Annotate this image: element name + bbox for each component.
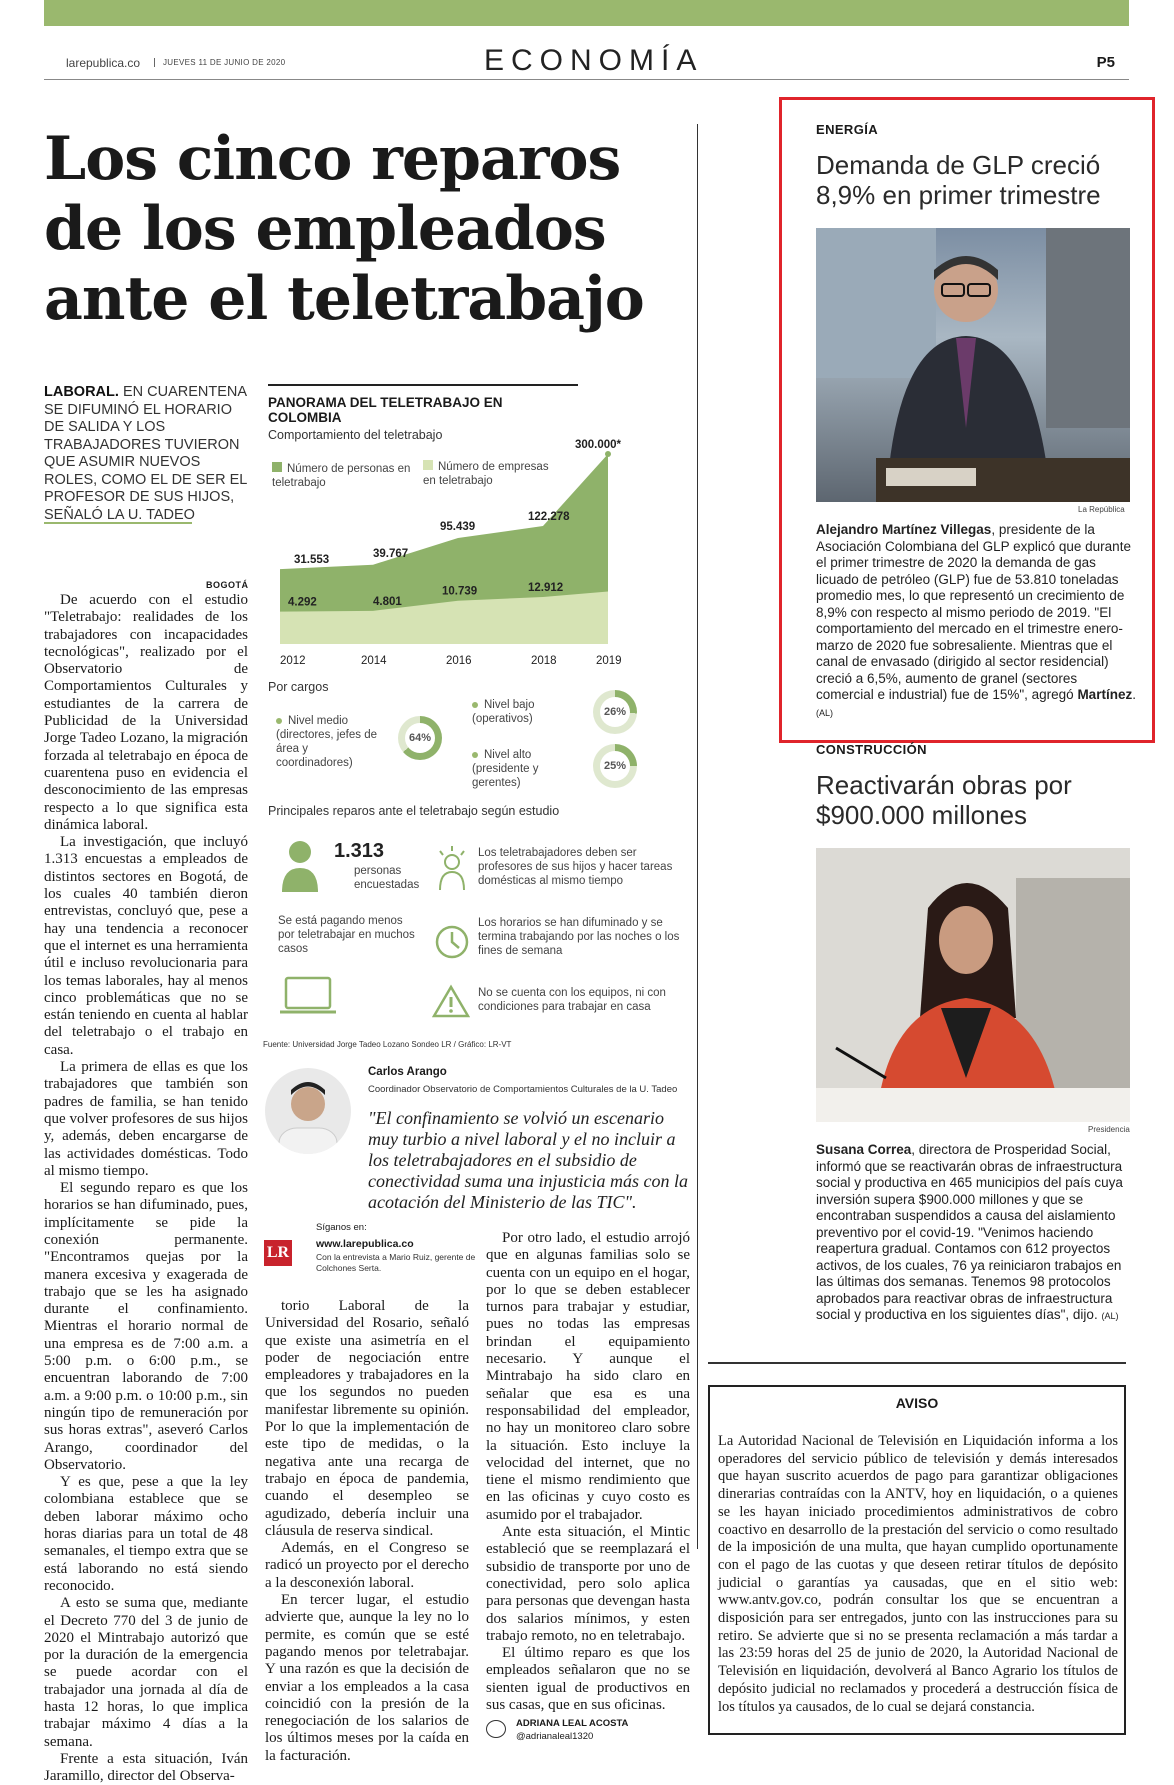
legend-companies-label: Número de empresas en teletrabajo [423,461,549,487]
author-handle[interactable]: @adrianaleal1320 [516,1731,594,1742]
person-photo-icon [265,1068,351,1154]
reparo-2: Se está pagando menos por teletrabajar en muchos casos [278,915,415,955]
lead-summary [44,384,249,524]
person-icon [280,840,320,894]
chart-subtitle: Comportamiento del teletrabajo [268,428,443,442]
aviso-top-rule [708,1362,1126,1364]
section-title: ECONOMÍA [484,44,704,77]
construccion-headline: Reactivarán obras por $900.000 millones [816,770,1072,830]
cargo-alto-label: Nivel alto (presidente y gerentes) [472,749,539,789]
infographic-source: Fuente: Universidad Jorge Tadeo Lozano Sondeo LR / Gráfico: LR-VT [263,1040,512,1049]
energia-photo-credit: La República [1078,505,1125,514]
peak-point [605,451,611,457]
companies-value-label: 4.801 [373,595,402,608]
energia-tag: (AL) [816,707,834,718]
aviso-text: La Autoridad Nacional de Televisión en Liquidación informa a los operadores del servicio público de televisión y demás interesados que hayan suscrito acuerdos de pago para garantizar obligaciones dinerarias contraídas con la ANTV, hoy en liquidación, o a quienes se les hayan iniciado procedimientos administrativos de cobro coactivo en desarrollo de la prestación del servicio o como resultado de la imposición de una multa, que hayan cumplido oportunamente con el pago de las cuotas y que deseen retirar títulos de depósito judicial o garantías ya causadas, que en el sitio web: www.antv.gov.co, podrán consultar los que se encuentran a disposición para ser entregados, junto con las instrucciones para su retiro. Se advierte que si no se presenta reclamación a más tardar a las 23:59 horas del 25 de junio de 2020, la Autoridad Nacional de Televisión en liquidación, devolverá al Banco Agrario los títulos de depósito judicial no reclamados y procederá a destrucción física de los títulos ya causados, de lo cual se dejará constancia. [718,1433,1118,1715]
paragraph: La primera de ellas es que los trabajadores que también son padres de familia, se han tenido que volver profesores de sus hijos y, además, deben encargarse de las actividades domésticas. Todo al mismo tiempo. [44,1059,248,1179]
teacher-icon [432,844,472,892]
quote-avatar [265,1068,351,1154]
quote-role: Coordinador Observatorio de Comportamientos Culturales de la U. Tadeo [368,1084,678,1095]
dateline: BOGOTÁ [206,580,249,590]
energia-text: , presidente de la Asociación Colombiana del GLP explicó que durante el primer trimestre de 2020 la demanda de gas licuado de petróleo (GLP) fue de 53.810 toneladas promedio mes, lo que representó un crecimiento de 8,9% con respecto al mismo periodo de 2019. "El comportamiento del mercado en el trimestre enero-marzo de 2020 fue sobresaliente. Mientras que el canal de envasado (dirigido al sector residencial) creció a 6,5%, aumento de granel (sectores comercial e industrial) fue de 15%", agregó [816,522,1131,702]
x-tick-label: 2018 [531,655,557,667]
cargo-bajo-label: Nivel bajo (operativos) [472,699,535,725]
page-header [44,44,1129,80]
area-chart [268,424,688,684]
construccion-photo-credit: Presidencia [1088,1125,1130,1134]
reparo-4: No se cuenta con los equipos, ni con condiciones para trabajar en casa [478,987,666,1013]
donut-alto-value: 25% [600,751,630,781]
article-column-3 [486,1230,690,1714]
paragraph: El segundo reparo es que los horarios se han difuminado, pues, implícitamente se pide la conexión permanente. "Encontramos quejas por la manera excesiva y exagerada de trabajo que se les ha asignado durante el confinamiento. Mientras el horario normal de una empresa es de 7:00 a.m. a 5:00 p.m. o 6:00 p.m., se encuentran laborando de 7:00 a.m. a 9:00 p.m. o 10:00 p.m., sin ningún tipo de remuneración por sus horas extras", aseveró Carlos Arango, coordinador del Observatorio. [44,1180,248,1473]
companies-value-label: 4.292 [288,596,317,609]
paragraph: La investigación, que incluyó 1.313 encuestas a empleados de distintos sectores en Bogotá, de los cuales 40 también dieron entrevistas, concluyó que, pese a hay una tendencia a reconocer que el internet es una herramienta útil e incluso revolucionaria para los temas laborales, hay al menos cinco problemáticas que no se están teniendo en cuenta al hablar del teletrabajo o el trabajo en casa. [44,834,248,1058]
construccion-photo [816,848,1130,1122]
pull-quote: "El confinamiento se volvió un escenario muy turbio a nivel laboral y el no incluir a los teletrabajadores en el subsidio de conectividad suma una injusticia más con la acotación del Ministerio de las TIC". [368,1108,688,1212]
paragraph: Frente a esta situación, Iván Jaramillo, director del Observa- [44,1750,248,1785]
cargos-title: Por cargos [268,680,329,694]
paragraph: A esto se suma que, mediante el Decreto 770 del 3 de junio de 2020 el Mintrabajo autorizó que por la duración de la emergencia se puede acordar con el trabajador una jornada al día de hasta 12 horas, lo que implica trabajar máximo 4 días a la semana. [44,1595,248,1750]
cargo-medio-label: Nivel medio (directores, jefes de área y coordinadores) [276,715,377,769]
construccion-body [816,1142,1136,1325]
reparos-title: Principales reparos ante el teletrabajo según estudio [268,804,560,818]
energia-body: Alejandro Martínez Villegas, presidente de la Asociación Colombiana del GLP explicó que durante el primer trimestre de 2020 la demanda de gas licuado de petróleo (GLP) fue de 53.810 toneladas promedio mes, lo que representó un crecimiento de 8,9% con respecto al mismo periodo de 2019. "El comportamiento del mercado en el trimestre enero-marzo de 2020 fue sobresaliente. Mientras que el canal de envasado (dirigido al sector residencial) creció a 6,5%, aumento de granel (sectores comercial e industrial) fue de 15%", agregó Martínez. (AL) [816,522,1136,718]
cargo-alto [472,748,577,790]
cargo-medio [276,714,381,770]
woman-portrait-icon [816,848,1130,1122]
donut-bajo [593,690,637,734]
infographic-title: PANORAMA DEL TELETRABAJO EN COLOMBIA [268,384,578,425]
top-color-bar [44,0,1129,26]
laptop-icon [278,974,338,1018]
encuestadas-number: 1.313 [334,840,385,862]
x-tick-label: 2016 [446,655,472,667]
follow-note: Con la entrevista a Mario Ruiz, gerente de Colchones Serta. [316,1252,476,1273]
x-tick-label: 2014 [361,655,387,667]
paragraph: De acuerdo con el estudio "Teletrabajo: realidades de los trabajadores con incapacidades tecnológicas", realizado por el Observatorio de Comportamientos Culturales y estudiantes de la carrera de Publicidad de la Universidad Jorge Tadeo Lozano, la migración forzada al teletrabajo en época de cuarentena puso en evidencia el desconocimiento de las empresas respecto a lo que significa esta dinámica laboral. [44,592,248,833]
paragraph: Ante esta situación, el Mintic estableció que se reemplazará el subsidio de transporte por uno de conectividad, pero solo aplica para personas que devengan hasta dos salarios mínimos, y esten trabajo remoto, no en teletrabajo. [486,1524,690,1644]
author-name: ADRIANA LEAL ACOSTA [516,1718,629,1729]
main-headline: Los cinco reparos de los empleados ante el teletrabajo [44,124,644,334]
x-tick-label: 2019 [596,655,622,667]
aviso-title: AVISO [895,1395,939,1411]
encuestadas-label: personas encuestadas [354,865,420,891]
article-column-1 [44,592,248,1785]
article-column-2 [265,1298,469,1765]
paragraph: El último reparo es que los empleados señalaron que no se sienten igual de productivos en sus casas, que en sus oficinas. [486,1645,690,1714]
cargo-bajo [472,698,577,726]
lead-rule [44,522,192,524]
x-tick-label: 2012 [280,655,306,667]
energia-end-name: Martínez [1077,687,1133,702]
lr-logo: LR [264,1240,292,1266]
man-portrait-icon [816,228,1130,502]
people-value-label: 39.767 [373,547,409,560]
warning-icon [432,984,470,1018]
reparo-3: Los horarios se han difuminado y se termina trabajando por las noches o los fines de semana [478,917,680,957]
clock-icon [434,924,470,960]
issue-date: JUEVES 11 DE JUNIO DE 2020 [154,58,285,67]
donut-medio-value: 64% [405,723,435,753]
companies-value-label: 10.739 [442,585,478,598]
energia-kicker: ENERGÍA [816,122,879,137]
lead-kicker: LABORAL. [44,384,119,400]
donut-bajo-value: 26% [600,697,630,727]
energia-photo [816,228,1130,502]
donut-alto [593,744,637,788]
paragraph: Y es que, pese a que la ley colombiana establece que se deben laborar máximo ocho horas diarias para un total de 48 semanales, el tiempo extra que se está laborando no está siendo reconocido. [44,1474,248,1594]
aviso-box [708,1385,1126,1735]
follow-url[interactable]: www.larepublica.co [316,1238,414,1250]
page-number: P5 [1096,54,1115,71]
construccion-tag: (AL) [1101,1311,1119,1321]
site-name[interactable]: larepublica.co [66,56,141,70]
construccion-kicker: CONSTRUCCIÓN [816,742,927,757]
people-value-label: 31.553 [294,554,330,567]
reparo-1: Los teletrabajadores deben ser profesores de sus hijos y hacer tareas domésticas al mismo tiempo [478,847,673,887]
paragraph: torio Laboral de la Universidad del Rosario, señaló que existe una asimetría en el poder de negociación entre empleadores y trabajadores en la que los segundos no pueden manifestar libremente su opinión. Por lo que la implementación de este tipo de medidas, o la negativa ante una recarga de trabajo en época de pandemia, cuando el desempleo se agudizado, debería incluir una cláusula de reserva sindical. [265,1298,469,1539]
energia-headline: Demanda de GLP creció 8,9% en primer trimestre [816,150,1101,210]
quote-name: Carlos Arango [368,1066,447,1078]
paragraph: Además, en el Congreso se radicó un proyecto por el derecho a la desconexión laboral. [265,1540,469,1591]
people-value-label: 300.000* [574,439,622,451]
companies-value-label: 12.912 [528,582,564,594]
speech-bubble-icon [486,1720,506,1738]
energia-person: Alejandro Martínez Villegas [816,522,992,537]
legend-people-label: Número de personas en teletrabajo [272,463,411,489]
construccion-person: Susana Correa [816,1142,912,1157]
people-value-label: 122.278 [528,511,570,524]
donut-medio [398,716,442,760]
follow-label: Síganos en: [316,1222,367,1233]
column-divider [697,124,698,1549]
paragraph: Por otro lado, el estudio arrojó que en algunas familias solo se cuenta con un equipo en el hogar, por lo que se deben establecer turnos para trabajar y estudiar, pues no todas las empresas brindan el equipamiento necesario. Y aunque el Mintrabajo ha sido claro en señalar que esa es una responsabilidad del empleador, no hay un monitoreo claro sobre la situación. Esto incluye la velocidad del internet, que no tiene el mismo rendimiento que en las oficinas y cuyo costo es asumido por el trabajador. [486,1230,690,1523]
people-value-label: 95.439 [440,521,476,534]
lead-text: EN CUARENTENA SE DIFUMINÓ EL HORARIO DE SALIDA Y LOS TRABAJADORES TUVIERON QUE ASUMIR NUEVOS ROLES, COMO EL DE SER EL PROFESOR DE SUS HIJOS, SEÑALÓ LA U. TADEO [44,384,247,523]
construccion-text: , directora de Prosperidad Social, informó que se reactivarán obras de infraestructura social y productiva en 465 municipios del país cuya inversión supera $900.000 millones y que se encontraban suspendidos a causa del aislamiento preventivo por el covid-19. "Venimos haciendo reapertura gradual. Contamos con 612 proyectos activos, de los cuales, 76 ya reiniciaron trabajos en las últimas dos semanas. Tenemos 98 protocolos aprobados para reactivar obras de infraestructura social y productiva en los siguientes días", dijo. [816,1142,1123,1322]
paragraph: En tercer lugar, el estudio advierte que, aunque la ley no lo permite, es común que se esté pagando menos por teletrabajar. Y una razón es que la decisión de enviar a los empleados a la casa coincidió con la presión de la renegociación de los salarios de los últimos meses por la caída en la facturación. [265,1592,469,1764]
